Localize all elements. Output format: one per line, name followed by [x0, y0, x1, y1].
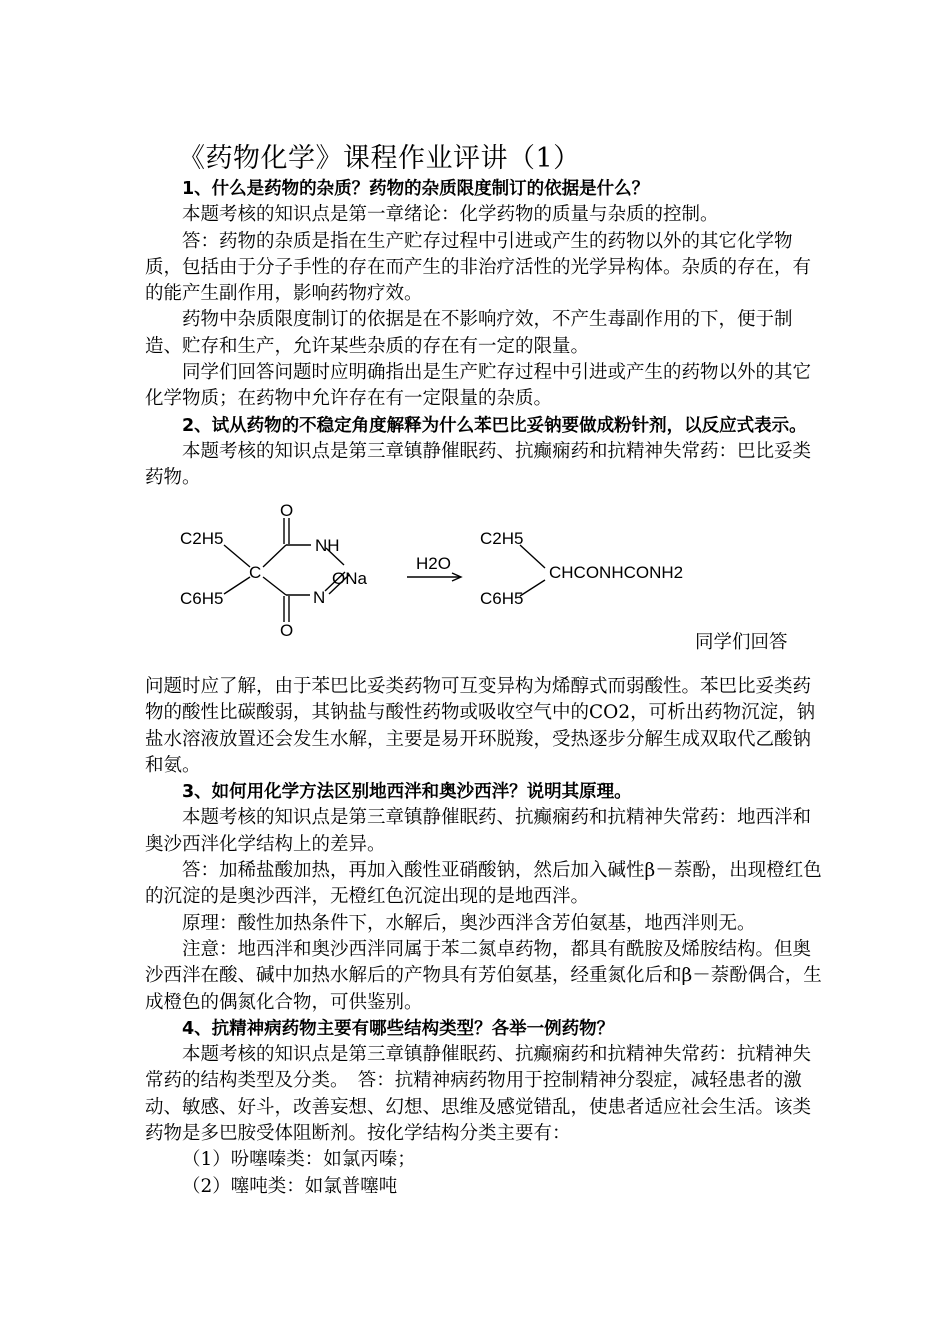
q4-item-1: （1）吩噻嗪类：如氯丙嗪； [182, 1149, 416, 1171]
q1-knowledge: 本题考核的知识点是第一章绪论：化学药物的质量与杂质的控制。 [182, 204, 719, 226]
bond-c2h5-c [224, 545, 250, 567]
label-product-chain: CHCONHCONH2 [549, 563, 684, 582]
q3-note: 注意：地西泮和奥沙西泮同属于苯二氮卓药物，都具有酰胺及烯胺结构。但奥沙西泮在酸、碱中加热水解后的产物具有芳伯氨基，经重氮化后和β－萘酚偶合，生成橙色的偶氮化合物，可供鉴别。 [145, 938, 822, 1013]
label-c-center: C [249, 563, 262, 582]
q3-knowledge: 本题考核的知识点是第三章镇静催眠药、抗癫痫药和抗精神失常药：地西泮和奥沙西泮化学结构上的差异。 [145, 807, 812, 855]
label-ona: ONa [332, 569, 367, 588]
label-c6h5-right: C6H5 [480, 589, 524, 608]
label-o-bottom: O [280, 621, 294, 640]
label-o-top: O [280, 501, 294, 520]
question-3: 3、如何用化学方法区别地西泮和奥沙西泮？说明其原理。 [182, 782, 632, 803]
bond-c-carbonyl-top [263, 545, 286, 567]
q2-answer-rest: 问题时应了解，由于苯巴比妥类药物可互变异构为烯醇式而弱酸性。苯巴比妥类药物的酸性比碳酸弱，其钠盐与酸性药物或吸收空气中的CO2，可析出药物沉淀，钠盐水溶液放置还会发生水解，主要是易开环脱羧，受热逐步分解生成双取代乙酸钠和氨。 [145, 676, 816, 776]
q3-answer: 答：加稀盐酸加热，再加入酸性亚硝酸钠，然后加入碱性β－萘酚，出现橙红色的沉淀的是奥沙西泮，无橙红色沉淀出现的是地西泮。 [145, 860, 822, 908]
bond-c-carbonyl-bottom [263, 577, 286, 595]
question-1: 1、什么是药物的杂质？药物的杂质限度制订的依据是什么？ [182, 179, 650, 199]
question-2: 2、试从药物的不稳定角度解释为什么苯巴比妥钠要做成粉针剂，以反应式表示。 [182, 415, 807, 436]
label-c6h5-left: C6H5 [180, 589, 224, 608]
q3-principle: 原理：酸性加热条件下，水解后，奥沙西泮含芳伯氨基，地西泮则无。 [182, 912, 756, 934]
q1-note: 同学们回答问题时应明确指出是生产贮存过程中引进或产生的药物以外的其它化学物质；在药物中允许存在有一定限量的杂质。 [145, 362, 812, 410]
bond-product-c6h5 [520, 580, 545, 596]
label-reagent-h2o: H2O [416, 554, 451, 573]
q2-knowledge: 本题考核的知识点是第三章镇静催眠药、抗癫痫药和抗精神失常药：巴比妥类药物。 [145, 440, 812, 489]
question-4: 4、抗精神病药物主要有哪些结构类型？各举一例药物？ [182, 1018, 615, 1039]
section-q2-q4 [145, 674, 825, 1200]
q4-knowledge: 本题考核的知识点是第三章镇静催眠药、抗癫痫药和抗精神失常药：抗精神失常药的结构类型及分类。 答：抗精神病药物用于控制精神分裂症，减轻患者的激动、敏感、好斗，改善妄想、幻想、思维及感觉错乱，使患者适应社会生活。该类药物是多巴胺受体阻断剂。按化学结构分类主要有： [145, 1044, 812, 1145]
reaction-diagram [160, 500, 720, 645]
label-nh: NH [315, 536, 340, 555]
reaction-scheme [160, 500, 720, 645]
q4-item-2: （2）噻吨类：如氯普噻吨 [182, 1175, 398, 1197]
q1-answer-1: 答：药物的杂质是指在生产贮存过程中引进或产生的药物以外的其它化学物质，包括由于分子手性的存在而产生的非治疗活性的光学异构体。杂质的存在，有的能产生副作用，影响药物疗效。 [145, 230, 812, 305]
bond-c6h5-c [224, 577, 250, 594]
label-n: N [313, 588, 326, 607]
bond-product-c2h5 [520, 545, 545, 568]
section-q1 [145, 176, 825, 492]
page-title: 《药物化学》课程作业评讲（1） [178, 143, 581, 174]
q2-answer-lead: 同学们回答 [695, 632, 788, 653]
label-c2h5-left: C2H5 [180, 529, 224, 548]
q1-answer-2: 药物中杂质限度制订的依据是在不影响疗效，不产生毒副作用的下，便于制造、贮存和生产，允许某些杂质的存在有一定的限量。 [145, 309, 793, 357]
label-c2h5-right: C2H5 [480, 529, 524, 548]
